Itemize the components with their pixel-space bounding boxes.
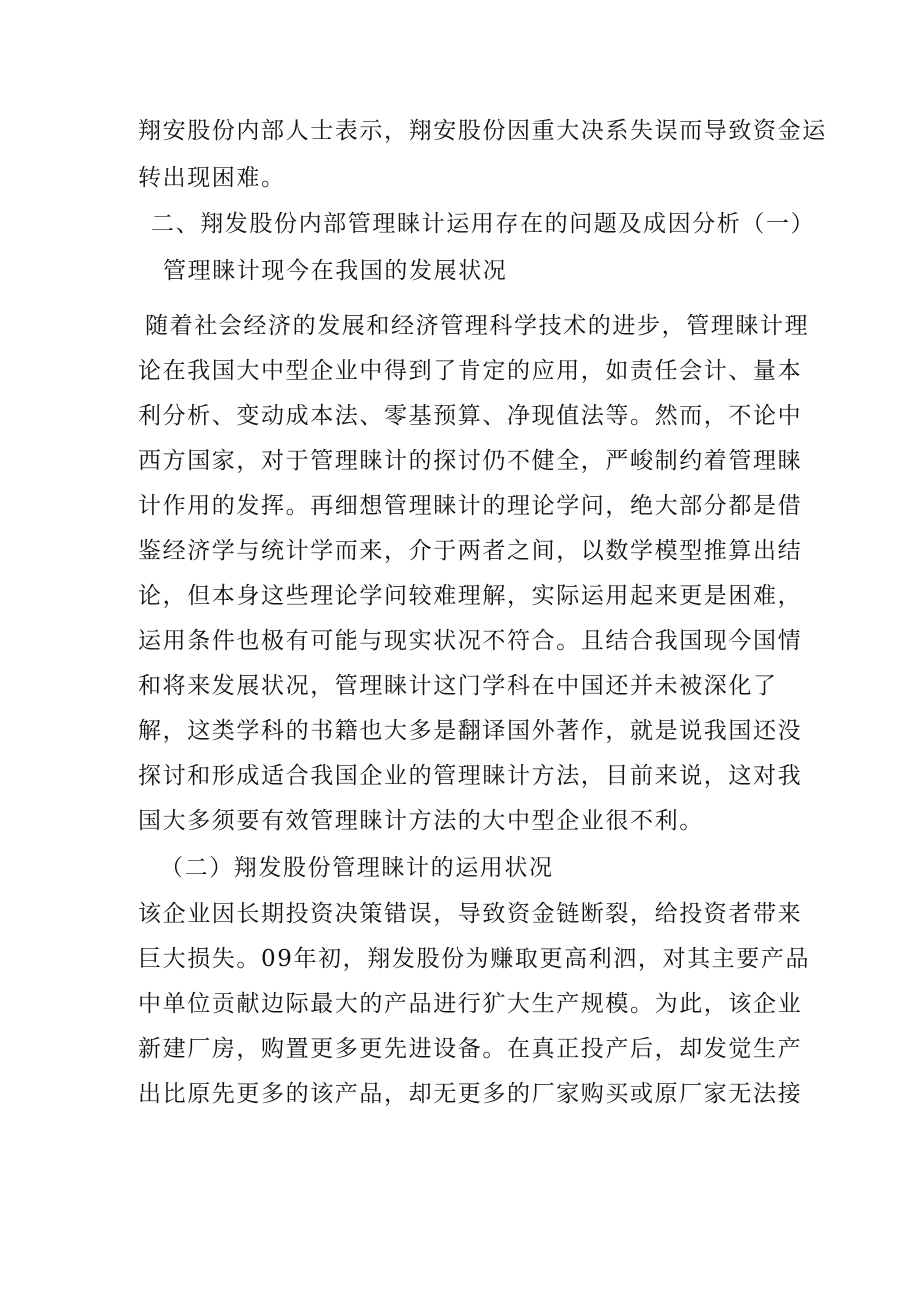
- subsection-heading: 管理睐计现今在我国的发展状况: [163, 258, 508, 284]
- text-line: 利分析、变动成本法、零基预算、净现值法等。然而，不论中: [138, 403, 803, 429]
- text-line: 探讨和形成适合我国企业的管理睐计方法，目前来说，这对我: [138, 763, 803, 789]
- text-line: 国大多须要有效管理睐计方法的大中型企业很不利。: [138, 808, 704, 834]
- text-line: 鉴经济学与统计学而来，介于两者之间，以数学模型推算出结: [138, 538, 803, 564]
- text-line: 计作用的发挥。再细想管理睐计的理论学问，绝大部分都是借: [138, 493, 803, 519]
- text-line: 西方国家，对于管理睐计的探讨仍不健全，严峻制约着管理睐: [138, 448, 803, 474]
- text-line: 论，但本身这些理论学问较难理解，实际运用起来更是困难，: [138, 583, 803, 609]
- section-heading: 二、翔发股份内部管理睐计运用存在的问题及成因分析（一）: [151, 211, 816, 237]
- text-line: 翔安股份内部人士表示，翔安股份因重大决系失误而导致资金运: [138, 118, 827, 144]
- text-line: 该企业因长期投资决策错误，导致资金链断裂，给投资者带来: [138, 901, 803, 927]
- text-line: 出比原先更多的该产品，却无更多的厂家购买或原厂家无法接: [138, 1081, 803, 1107]
- text-line: 和将来发展状况，管理睐计这门学科在中国还并未被深化了: [138, 673, 778, 699]
- text-line: 巨大损失。09年初，翔发股份为赚取更高利泗，对其主要产品: [138, 946, 811, 972]
- text-line: 随着社会经济的发展和经济管理科学技术的进步，管理睐计理: [145, 313, 810, 339]
- text-line: 转出现困难。: [138, 165, 286, 191]
- text-line: 解，这类学科的书籍也大多是翻译国外著作，就是说我国还没: [138, 718, 803, 744]
- subsection-heading: （二）翔发股份管理睐计的运用状况: [160, 855, 554, 881]
- text-line: 论在我国大中型企业中得到了肯定的应用，如责任会计、量本: [138, 358, 803, 384]
- text-line: 运用条件也极有可能与现实状况不符合。且结合我国现今国情: [138, 628, 803, 654]
- text-line: 新建厂房，购置更多更先进设备。在真正投产后，却发觉生产: [138, 1036, 803, 1062]
- text-line: 中单位贡献边际最大的产品进行犷大生产规模。为此，该企业: [138, 991, 803, 1017]
